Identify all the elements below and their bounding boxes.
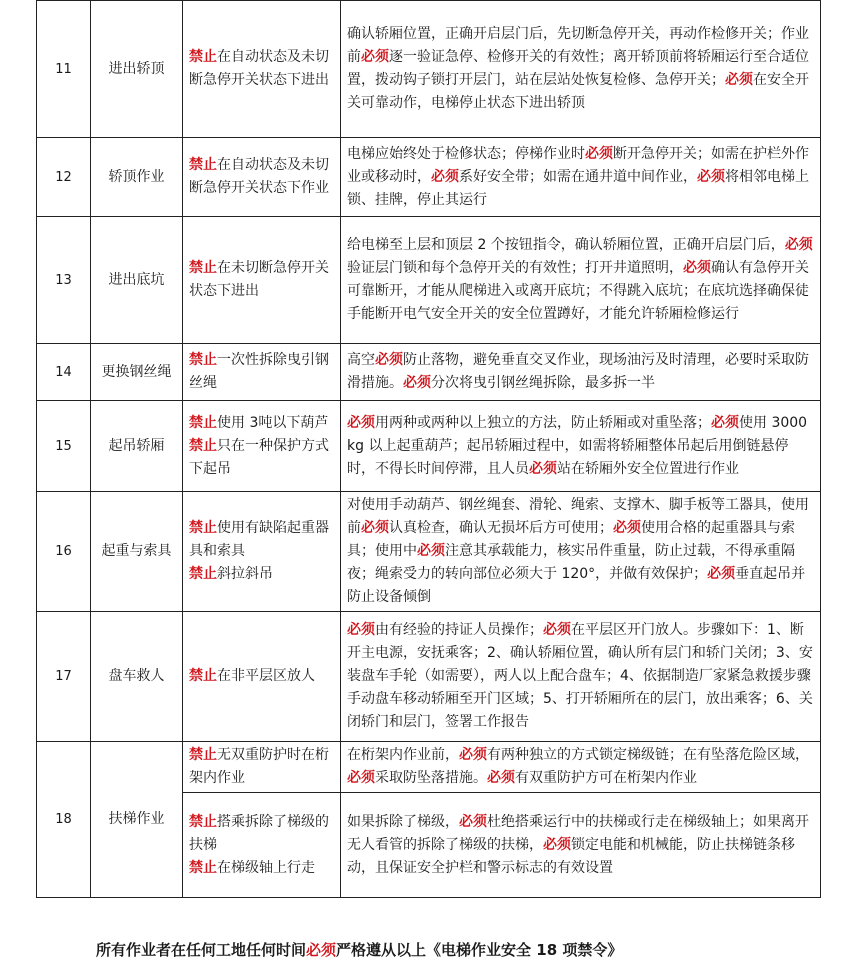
task-name: 起重与索具 xyxy=(91,492,183,612)
prohibition-line xyxy=(189,857,334,880)
footer-note xyxy=(96,938,836,962)
rule-text: 使用 3000kg 以上起重葫芦；起吊轿厢过程中，如需将轿厢整体吊起后用倒链悬停时，不得长时间停滞，且人员 xyxy=(347,414,808,477)
rule-text: 使用 3吨以下葫芦 xyxy=(217,414,329,431)
requirement-cell xyxy=(341,492,821,612)
requirement-line xyxy=(347,811,814,880)
table-row xyxy=(37,217,821,344)
task-name: 轿顶作业 xyxy=(91,138,183,217)
highlight-keyword: 必须 xyxy=(543,836,571,853)
table-row xyxy=(37,344,821,401)
requirement-cell xyxy=(341,793,821,898)
task-name: 起吊轿厢 xyxy=(91,401,183,492)
rule-text: 使用合格的起重器具与索具；使用中 xyxy=(347,520,795,559)
prohibition-line xyxy=(189,744,334,790)
rule-text: 验证层门锁和每个急停开关的有效性；打开井道照明， xyxy=(347,260,683,276)
row-number: 17 xyxy=(37,612,91,742)
rule-text: 用两种或两种以上独立的方法，防止轿厢或对重坠落； xyxy=(375,414,711,431)
rule-text: 在安全开关可靠动作，电梯停止状态下进出轿顶 xyxy=(347,72,809,111)
requirement-cell xyxy=(341,217,821,344)
rule-text: 认真检查，确认无损坏后方可使用； xyxy=(389,520,613,536)
task-name: 进出轿顶 xyxy=(91,1,183,138)
rule-text: 将相邻电梯上锁、挂牌，停止其运行 xyxy=(347,168,809,208)
rule-text: 由有经验的持证人员操作； xyxy=(375,622,543,638)
rule-text: 所有作业者在任何工地任何时间 xyxy=(96,941,307,959)
prohibition-cell xyxy=(183,217,341,344)
table-row xyxy=(37,138,821,217)
row-number: 18 xyxy=(37,742,91,898)
requirement-cell xyxy=(341,138,821,217)
highlight-keyword: 禁止 xyxy=(189,437,217,454)
row-number: 13 xyxy=(37,217,91,344)
row-number: 12 xyxy=(37,138,91,217)
highlight-keyword: 必须 xyxy=(431,168,459,185)
rule-text: 注意其承载能力，核实吊件重量，防止过载，不得承重隔夜；绳索受力的转向部位必须大于 120°，并做有效保护； xyxy=(347,543,795,582)
highlight-keyword: 必须 xyxy=(543,622,571,638)
highlight-keyword: 必须 xyxy=(711,414,739,431)
row-number: 16 xyxy=(37,492,91,612)
prohibition-line xyxy=(189,435,334,481)
row-number: 14 xyxy=(37,344,91,401)
prohibition-line xyxy=(189,154,334,200)
rule-text: 在自动状态及未切断急停开关状态下作业 xyxy=(189,157,329,196)
requirement-line xyxy=(347,143,814,212)
prohibition-line xyxy=(189,665,334,688)
prohibition-cell xyxy=(183,492,341,612)
prohibition-cell xyxy=(183,1,341,138)
rule-text: 防止落物，避免垂直交叉作业，现场油污及时清理，必要时采取防滑措施。 xyxy=(347,352,809,391)
highlight-keyword: 必须 xyxy=(417,543,445,559)
requirement-cell xyxy=(341,401,821,492)
highlight-keyword: 禁止 xyxy=(189,260,217,276)
highlight-keyword: 禁止 xyxy=(189,668,217,684)
highlight-keyword: 必须 xyxy=(585,145,613,162)
rule-text: 在桁架内作业前， xyxy=(347,747,459,763)
highlight-keyword: 必须 xyxy=(361,520,389,536)
prohibition-cell xyxy=(183,793,341,898)
rule-text: 一次性拆除曳引钢丝绳 xyxy=(189,352,329,391)
requirement-cell xyxy=(341,612,821,742)
safety-rules-table xyxy=(36,0,821,898)
rule-text: 有两种独立的方式锁定梯级链；在有坠落危险区域， xyxy=(487,747,809,763)
highlight-keyword: 禁止 xyxy=(189,414,217,431)
rule-text: 垂直起吊并防止设备倾倒 xyxy=(347,566,806,605)
highlight-keyword: 必须 xyxy=(487,770,515,786)
highlight-keyword: 必须 xyxy=(347,622,375,638)
highlight-keyword: 必须 xyxy=(459,813,487,830)
table-body xyxy=(37,1,821,898)
highlight-keyword: 必须 xyxy=(707,566,736,582)
rule-text: 分次将曳引钢丝绳拆除，最多拆一半 xyxy=(431,375,655,391)
prohibition-line xyxy=(189,563,334,586)
highlight-keyword: 禁止 xyxy=(189,813,217,830)
highlight-keyword: 必须 xyxy=(529,460,557,477)
prohibition-cell xyxy=(183,138,341,217)
rule-text: 断开急停开关；如需在护栏外作业或移动时， xyxy=(347,145,809,185)
highlight-keyword: 必须 xyxy=(459,747,487,763)
rule-text: 逐一验证急停、检修开关的有效性；离开轿顶前将轿厢运行至合适位置，拨动钩子锁打开层门，站在层站处恢复检修、急停开关； xyxy=(347,49,809,88)
rule-text: 确认有急停开关可靠断开，才能从爬梯进入或离开底坑；不得跳入底坑；在底坑选择确保徒手能断开电气安全开关的安全位置蹲好，才能允许轿厢检修运行 xyxy=(347,260,809,322)
table-row xyxy=(37,401,821,492)
prohibition-line xyxy=(189,257,334,303)
row-number: 11 xyxy=(37,1,91,138)
requirement-line xyxy=(347,412,814,481)
highlight-keyword: 必须 xyxy=(306,941,337,959)
requirement-line xyxy=(347,349,814,395)
highlight-keyword: 禁止 xyxy=(189,49,217,65)
task-name: 盘车救人 xyxy=(91,612,183,742)
rule-text: 在平层区开门放人。步骤如下：1、断开主电源，安抚乘客；2、确认轿厢位置，确认所有层门和轿门关闭；3、安装盘车手轮（如需要），两人以上配合盘车；4、依据制造厂家紧急救援步骤手动盘车移动轿厢至开门区域；5、打开轿厢所在的层门，放出乘客；6、关闭轿门和层门，签署工作报告 xyxy=(347,622,813,730)
rule-text: 锁定电能和机械能，防止扶梯链条移动，且保证安全护栏和警示标志的有效设置 xyxy=(347,836,795,876)
table-row xyxy=(37,742,821,793)
highlight-keyword: 必须 xyxy=(697,168,725,185)
highlight-keyword: 必须 xyxy=(613,520,641,536)
highlight-keyword: 必须 xyxy=(375,352,403,368)
requirement-line xyxy=(347,494,814,609)
safety-rules-table-container xyxy=(36,0,820,898)
rule-text: 电梯应始终处于检修状态；停梯作业时 xyxy=(347,145,585,162)
task-name: 进出底坑 xyxy=(91,217,183,344)
row-number: 15 xyxy=(37,401,91,492)
highlight-keyword: 禁止 xyxy=(189,520,217,536)
table-row xyxy=(37,612,821,742)
prohibition-line xyxy=(189,349,334,395)
rule-text: 在自动状态及未切断急停开关状态下进出 xyxy=(189,49,329,88)
rule-text: 搭乘拆除了梯级的扶梯 xyxy=(189,813,329,853)
requirement-cell xyxy=(341,1,821,138)
rule-text: 在非平层区放人 xyxy=(217,668,315,684)
rule-text: 采取防坠落措施。 xyxy=(375,770,487,786)
highlight-keyword: 禁止 xyxy=(189,747,217,763)
highlight-keyword: 必须 xyxy=(784,237,813,253)
prohibition-line xyxy=(189,811,334,857)
rule-text: 使用有缺陷起重器具和索具 xyxy=(189,520,329,559)
rule-text: 给电梯至上层和顶层 2 个按钮指令，确认轿厢位置，正确开启层门后， xyxy=(347,237,785,253)
rule-text: 高空 xyxy=(347,352,375,368)
prohibition-cell xyxy=(183,612,341,742)
prohibition-line xyxy=(189,517,334,563)
task-name: 扶梯作业 xyxy=(91,742,183,898)
highlight-keyword: 必须 xyxy=(403,375,431,391)
rule-text: 只在一种保护方式下起吊 xyxy=(189,437,329,477)
table-row xyxy=(37,492,821,612)
rule-text: 系好安全带；如需在通井道中间作业， xyxy=(459,168,697,185)
highlight-keyword: 禁止 xyxy=(189,157,217,173)
prohibition-line xyxy=(189,46,334,92)
highlight-keyword: 禁止 xyxy=(189,566,217,582)
highlight-keyword: 禁止 xyxy=(189,352,217,368)
requirement-line xyxy=(347,234,814,326)
rule-text: 有双重防护方可在桁架内作业 xyxy=(515,770,697,786)
prohibition-cell xyxy=(183,344,341,401)
requirement-line xyxy=(347,23,814,115)
requirement-line xyxy=(347,744,814,790)
rule-text: 无双重防护时在桁架内作业 xyxy=(189,747,329,786)
rule-text: 在未切断急停开关状态下进出 xyxy=(189,260,329,299)
highlight-keyword: 必须 xyxy=(347,770,375,786)
rule-text: 在梯级轴上行走 xyxy=(217,859,315,876)
rule-text: 如果拆除了梯级， xyxy=(347,813,459,830)
highlight-keyword: 必须 xyxy=(361,49,389,65)
rule-text: 杜绝搭乘运行中的扶梯或行走在梯级轴上；如果离开无人看管的拆除了梯级的扶梯， xyxy=(347,813,809,853)
highlight-keyword: 必须 xyxy=(683,260,711,276)
table-row xyxy=(37,1,821,138)
prohibition-cell xyxy=(183,742,341,793)
highlight-keyword: 禁止 xyxy=(189,859,217,876)
rule-text: 严格遵从以上《电梯作业安全 18 项禁令》 xyxy=(336,941,623,959)
highlight-keyword: 必须 xyxy=(347,414,375,431)
highlight-keyword: 必须 xyxy=(725,72,753,88)
prohibition-cell xyxy=(183,401,341,492)
rule-text: 站在轿厢外安全位置进行作业 xyxy=(557,460,739,477)
rule-text: 确认轿厢位置，正确开启层门后，先切断急停开关，再动作检修开关；作业前 xyxy=(347,26,809,65)
task-name: 更换钢丝绳 xyxy=(91,344,183,401)
requirement-cell xyxy=(341,344,821,401)
requirement-line xyxy=(347,619,814,734)
requirement-cell xyxy=(341,742,821,793)
rule-text: 斜拉斜吊 xyxy=(217,566,273,582)
prohibition-line xyxy=(189,412,334,435)
rule-text: 对使用手动葫芦、钢丝绳套、滑轮、绳索、支撑木、脚手板等工器具，使用前 xyxy=(347,497,809,536)
